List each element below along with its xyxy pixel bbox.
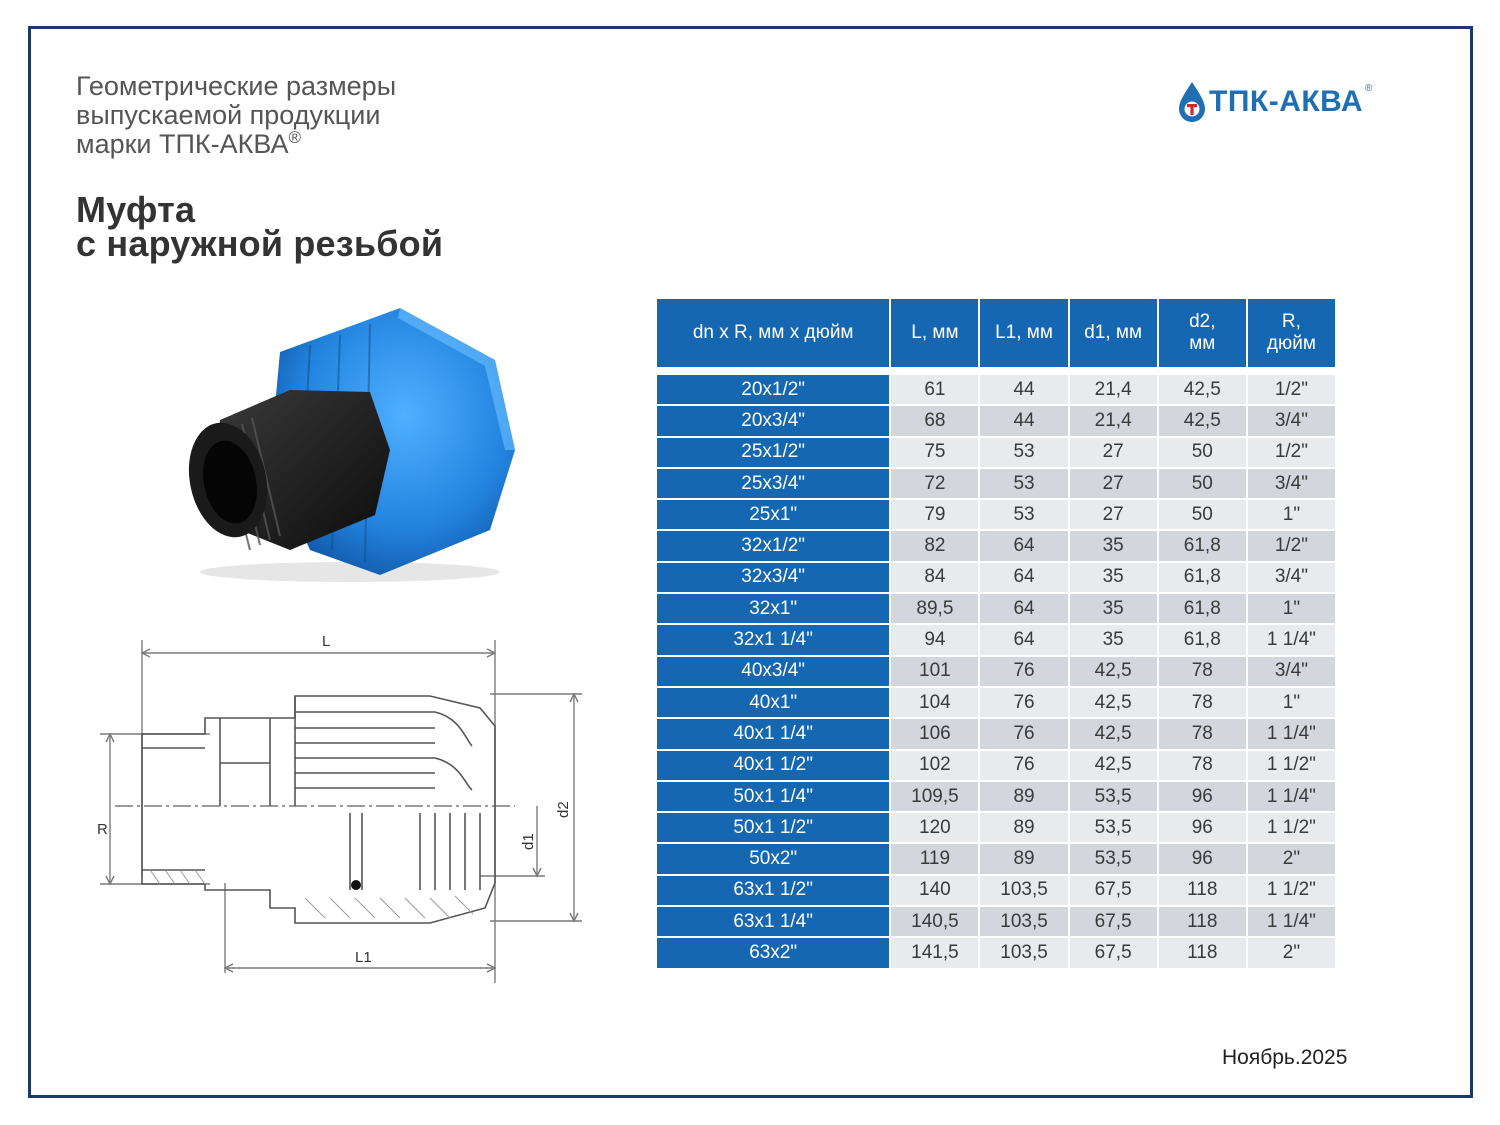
table-row: [657, 531, 1335, 560]
table-cell: 118: [1159, 938, 1246, 967]
dimension-label-L: L: [322, 633, 331, 650]
table-row: [657, 813, 1335, 842]
table-cell: 1": [1248, 500, 1335, 529]
table-row: [657, 876, 1335, 905]
table-cell: 27: [1070, 438, 1157, 467]
dimension-label-d2: d2: [555, 801, 572, 818]
table-cell: 94: [891, 625, 978, 654]
table-cell: 1": [1248, 594, 1335, 623]
table-cell: 61,8: [1159, 594, 1246, 623]
table-row: [657, 719, 1335, 748]
table-row: [657, 625, 1335, 654]
table-cell: 35: [1070, 625, 1157, 654]
table-cell: 76: [980, 751, 1067, 780]
table-cell: 53,5: [1070, 844, 1157, 873]
row-size-cell: 63x2": [657, 938, 889, 967]
table-cell: 103,5: [980, 876, 1067, 905]
table-cell: 89: [980, 782, 1067, 811]
table-cell: 1": [1248, 688, 1335, 717]
column-header: d1, мм: [1070, 299, 1157, 367]
table-row: [657, 782, 1335, 811]
table-cell: 78: [1159, 719, 1246, 748]
table-row: [657, 375, 1335, 404]
table-cell: 141,5: [891, 938, 978, 967]
table-cell: 76: [980, 688, 1067, 717]
table-cell: 1 1/4": [1248, 625, 1335, 654]
table-cell: 61,8: [1159, 625, 1246, 654]
table-cell: 3/4": [1248, 469, 1335, 498]
table-cell: 35: [1070, 563, 1157, 592]
table-cell: 53,5: [1070, 813, 1157, 842]
row-size-cell: 25x3/4": [657, 469, 889, 498]
table-cell: 61,8: [1159, 531, 1246, 560]
title-line: с наружной резьбой: [76, 223, 444, 264]
table-cell: 1 1/2": [1248, 876, 1335, 905]
table-cell: 21,4: [1070, 406, 1157, 435]
table-cell: 42,5: [1070, 719, 1157, 748]
subtitle-line: марки ТПК-АКВА®: [76, 128, 301, 159]
table-cell: 3/4": [1248, 657, 1335, 686]
table-cell: 2": [1248, 938, 1335, 967]
dimensions-table: [655, 297, 1337, 970]
table-cell: 106: [891, 719, 978, 748]
table-cell: 82: [891, 531, 978, 560]
table-cell: 3/4": [1248, 406, 1335, 435]
table-cell: 50: [1159, 500, 1246, 529]
table-cell: 42,5: [1159, 406, 1246, 435]
table-cell: 53: [980, 500, 1067, 529]
table-cell: 3/4": [1248, 563, 1335, 592]
table-row: [657, 907, 1335, 936]
table-row: [657, 938, 1335, 967]
table-cell: 89: [980, 813, 1067, 842]
table-cell: 84: [891, 563, 978, 592]
table-cell: 140,5: [891, 907, 978, 936]
row-size-cell: 32x3/4": [657, 563, 889, 592]
column-header: L, мм: [891, 299, 978, 367]
table-cell: 1/2": [1248, 375, 1335, 404]
table-row: [657, 594, 1335, 623]
registered-mark: ®: [288, 128, 301, 147]
table-cell: 1 1/4": [1248, 782, 1335, 811]
table-cell: 27: [1070, 469, 1157, 498]
table-cell: 1 1/4": [1248, 719, 1335, 748]
table-cell: 1/2": [1248, 438, 1335, 467]
subtitle-line: Геометрические размеры: [76, 71, 397, 101]
table-cell: 118: [1159, 876, 1246, 905]
column-header: dn x R, мм x дюйм: [657, 299, 889, 367]
table-cell: 67,5: [1070, 907, 1157, 936]
table-cell: 109,5: [891, 782, 978, 811]
table-row: [657, 438, 1335, 467]
row-size-cell: 25x1/2": [657, 438, 889, 467]
table-cell: 53: [980, 438, 1067, 467]
table-cell: 27: [1070, 500, 1157, 529]
row-size-cell: 50x1 1/4": [657, 782, 889, 811]
table-cell: 119: [891, 844, 978, 873]
table-cell: 64: [980, 594, 1067, 623]
row-size-cell: 50x1 1/2": [657, 813, 889, 842]
row-size-cell: 50x2": [657, 844, 889, 873]
table-row: [657, 844, 1335, 873]
row-size-cell: 32x1": [657, 594, 889, 623]
table-cell: 76: [980, 719, 1067, 748]
table-header-row: [657, 299, 1335, 367]
table-cell: 104: [891, 688, 978, 717]
table-cell: 1 1/2": [1248, 751, 1335, 780]
table-cell: 1/2": [1248, 531, 1335, 560]
table-cell: 79: [891, 500, 978, 529]
table-cell: 50: [1159, 438, 1246, 467]
row-size-cell: 63x1 1/4": [657, 907, 889, 936]
table-cell: 1 1/2": [1248, 813, 1335, 842]
table-cell: 118: [1159, 907, 1246, 936]
table-cell: 76: [980, 657, 1067, 686]
subtitle-line: выпускаемой продукции: [76, 100, 381, 130]
table-row: [657, 500, 1335, 529]
table-cell: 21,4: [1070, 375, 1157, 404]
document-subtitle: [76, 72, 396, 159]
water-drop-icon: [1175, 80, 1209, 124]
table-cell: 75: [891, 438, 978, 467]
table-cell: 42,5: [1159, 375, 1246, 404]
table-cell: 64: [980, 563, 1067, 592]
table-row: [657, 657, 1335, 686]
table-cell: 102: [891, 751, 978, 780]
technical-drawing: [90, 628, 590, 988]
table-row: [657, 751, 1335, 780]
column-header: R, дюйм: [1248, 299, 1335, 367]
table-row: [657, 563, 1335, 592]
table-cell: 64: [980, 531, 1067, 560]
table-cell: 96: [1159, 844, 1246, 873]
table-cell: 53,5: [1070, 782, 1157, 811]
table-cell: 50: [1159, 469, 1246, 498]
product-title: [76, 189, 444, 264]
dimension-label-R: R: [97, 821, 108, 838]
brand-logo: [1175, 80, 1373, 124]
table-cell: 103,5: [980, 938, 1067, 967]
title-line: Муфта: [76, 189, 196, 230]
table-cell: 35: [1070, 531, 1157, 560]
column-header: d2, мм: [1159, 299, 1246, 367]
table-cell: 68: [891, 406, 978, 435]
row-size-cell: 20x3/4": [657, 406, 889, 435]
logo-registered-mark: ®: [1365, 82, 1373, 94]
table-row: [657, 406, 1335, 435]
table-cell: 96: [1159, 782, 1246, 811]
table-cell: 61,8: [1159, 563, 1246, 592]
column-header: L1, мм: [980, 299, 1067, 367]
row-size-cell: 25x1": [657, 500, 889, 529]
table-cell: 1 1/4": [1248, 907, 1335, 936]
table-cell: 96: [1159, 813, 1246, 842]
table-cell: 120: [891, 813, 978, 842]
dimension-label-L1: L1: [355, 949, 372, 966]
table-cell: 140: [891, 876, 978, 905]
table-cell: 44: [980, 375, 1067, 404]
table-cell: 2": [1248, 844, 1335, 873]
table-cell: 42,5: [1070, 751, 1157, 780]
product-photo: [160, 300, 530, 585]
row-size-cell: 63x1 1/2": [657, 876, 889, 905]
row-size-cell: 40x1 1/2": [657, 751, 889, 780]
table-cell: 72: [891, 469, 978, 498]
logo-text: ТПК-АКВА: [1209, 85, 1363, 118]
row-size-cell: 32x1/2": [657, 531, 889, 560]
table-cell: 44: [980, 406, 1067, 435]
row-size-cell: 40x1": [657, 688, 889, 717]
table-cell: 78: [1159, 751, 1246, 780]
row-size-cell: 40x3/4": [657, 657, 889, 686]
table-cell: 89,5: [891, 594, 978, 623]
table-cell: 101: [891, 657, 978, 686]
table-cell: 64: [980, 625, 1067, 654]
table-cell: 89: [980, 844, 1067, 873]
table-cell: 103,5: [980, 907, 1067, 936]
table-row: [657, 688, 1335, 717]
document-date: Ноябрь.2025: [1222, 1046, 1348, 1069]
table-cell: 42,5: [1070, 657, 1157, 686]
table-cell: 53: [980, 469, 1067, 498]
table-cell: 67,5: [1070, 938, 1157, 967]
dimension-label-d1: d1: [520, 833, 537, 850]
table-cell: 42,5: [1070, 688, 1157, 717]
table-row: [657, 469, 1335, 498]
table-cell: 61: [891, 375, 978, 404]
table-cell: 35: [1070, 594, 1157, 623]
table-cell: 78: [1159, 688, 1246, 717]
table-cell: 78: [1159, 657, 1246, 686]
table-body: [657, 375, 1335, 968]
row-size-cell: 20x1/2": [657, 375, 889, 404]
row-size-cell: 32x1 1/4": [657, 625, 889, 654]
row-size-cell: 40x1 1/4": [657, 719, 889, 748]
table-cell: 67,5: [1070, 876, 1157, 905]
